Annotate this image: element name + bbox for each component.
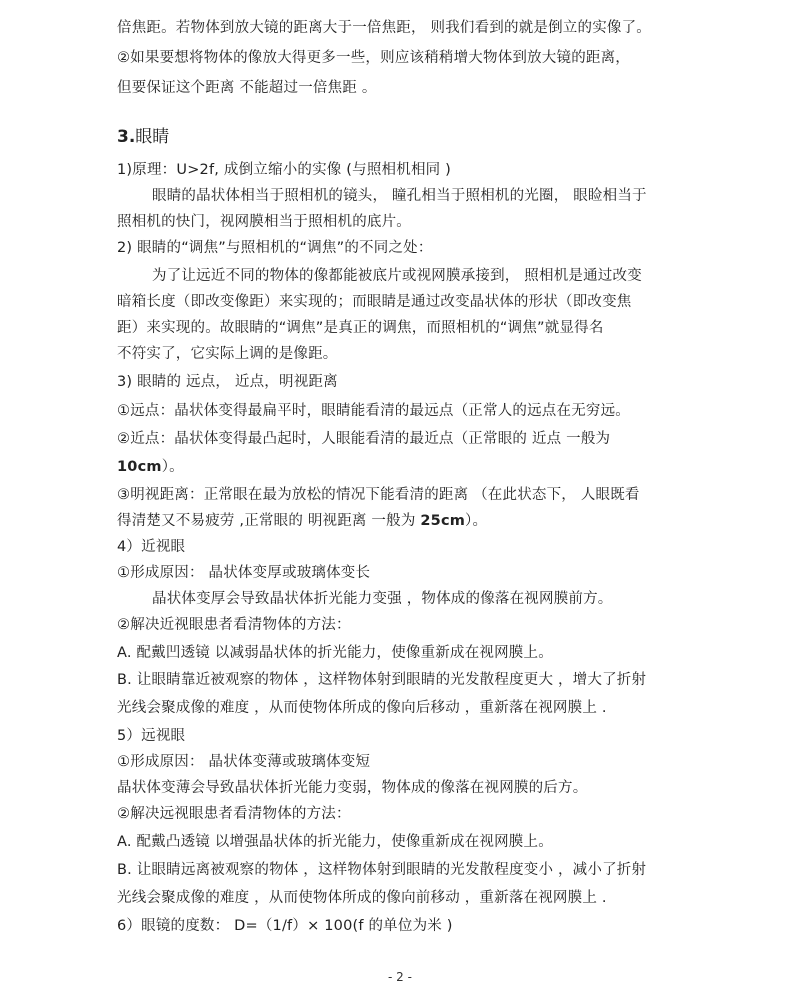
text-line: 为了让远近不同的物体的像都能被底片或视网膜承接到， 照相机是通过改变 [152,268,642,284]
text-line [117,457,757,477]
text-line: 眼睛的晶状体相当于照相机的镜头， 瞳孔相当于照相机的光圈， 眼睑相当于 [152,188,647,204]
section-heading [117,126,169,148]
text-line: 距）来实现的。故眼睛的“调焦”是真正的调焦，而照相机的“调焦”就显得名 [117,320,604,336]
text-fragment: 得清楚又不易疲劳 ,正常眼的 明视距离 一般为 [117,513,421,529]
text-line: 4）近视眼 [117,539,186,555]
text-line: 晶状体变薄会导致晶状体折光能力变弱，物体成的像落在视网膜的后方。 [117,780,588,796]
text-line: B. 让眼睛靠近被观察的物体 ，这样物体射到眼睛的光发散程度更大 ，增大了折射 [117,672,647,688]
text-line: ③明视距离：正常眼在最为放松的情况下能看清的距离 （在此状态下， 人眼既看 [117,487,640,503]
text-line: 1)原理：U>2f, 成倒立缩小的实像 (与照相机相同 ) [117,162,452,178]
near-point-value: 10cm [117,459,162,475]
text-fragment: ）。 [161,459,184,475]
text-line: 3) 眼睛的 远点， 近点，明视距离 [117,374,338,390]
text-line: 光线会聚成像的难度 ，从而使物体所成的像向前移动 ，重新落在视网膜上 . [117,890,607,906]
text-line: ①远点：晶状体变得最扁平时，眼睛能看清的最远点（正常人的远点在无穷远。 [117,403,630,419]
text-line [117,511,757,531]
text-line: 照相机的快门，视网膜相当于照相机的底片。 [117,214,411,230]
text-line: 6）眼镜的度数： D=（1/f）× 100(f 的单位为米 ) [117,918,453,934]
text-line: B. 让眼睛远离被观察的物体 ，这样物体射到眼睛的光发散程度变小 ，减小了折射 [117,862,647,878]
section-title: 眼睛 [135,127,170,147]
clear-distance-value: 25cm [420,513,466,529]
text-line: 光线会聚成像的难度 ，从而使物体所成的像向后移动 ，重新落在视网膜上 . [117,700,607,716]
text-line: ②解决近视眼患者看清物体的方法： [117,617,351,633]
text-line: ②如果要想将物体的像放大得更多一些，则应该稍稍增大物体到放大镜的距离， [117,50,630,66]
text-line: 暗箱长度（即改变像距）来实现的；而眼睛是通过改变晶状体的形状（即改变焦 [117,294,632,310]
text-line: A. 配戴凸透镜 以增强晶状体的折光能力，使像重新成在视网膜上。 [117,834,553,850]
text-line: 2) 眼睛的“调焦”与照相机的“调焦”的不同之处： [117,240,433,256]
text-line: 但要保证这个距离 不能超过一倍焦距 。 [117,80,377,96]
text-line: 倍焦距。若物体到放大镜的距离大于一倍焦距， 则我们看到的就是倒立的实像了。 [117,20,652,36]
text-line: ①形成原因： 晶状体变薄或玻璃体变短 [117,754,371,770]
text-line: 不符实了，它实际上调的是像距。 [117,346,338,362]
text-line: ②解决远视眼患者看清物体的方法： [117,806,351,822]
text-line: 晶状体变厚会导致晶状体折光能力变强 ，物体成的像落在视网膜前方。 [152,591,613,607]
section-number: 3. [117,127,136,147]
text-line: A. 配戴凹透镜 以减弱晶状体的折光能力，使像重新成在视网膜上。 [117,645,553,661]
page-number: - 2 - [388,970,412,984]
text-line: ①形成原因： 晶状体变厚或玻璃体变长 [117,565,371,581]
text-line: ②近点：晶状体变得最凸起时，人眼能看清的最近点（正常眼的 近点 一般为 [117,431,611,447]
text-line: 5）远视眼 [117,728,186,744]
text-fragment: ）。 [465,513,488,529]
